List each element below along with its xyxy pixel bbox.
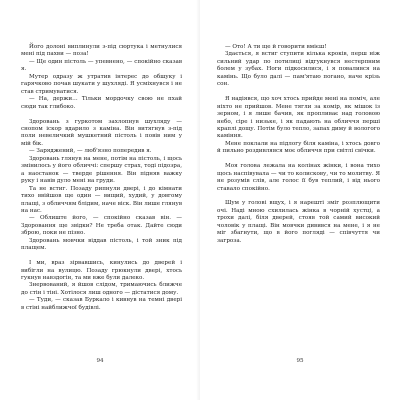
right-page (200, 0, 400, 400)
paragraph: Моя голова лежала на колінах жінки, і вона тихо щось наспівувала — чи то колискову, чи то молитву. Я не розумів слів, але голос її був теплий, і від нього ставало спокійно. (217, 163, 380, 192)
paragraph: — Заряджений, — люб'язно попередив я. (29, 148, 152, 155)
paragraph: Я надіявся, що хоч хтось прийде мені на поміч, але ніхто не прийшов. Мене тягли за комір, як мішок із зерном, і я лише бачив, як пропливає над головою небо, сіре і низьке, і як падають на обличчя перші краплі дощу. Потім було тепло, запах диму й вологого каміння. (217, 96, 380, 140)
paragraph: І ми, враз зірвавшись, кинулись до дверей і вибігли на вулицю. Позаду грюкнули двері, хтось гукнув навздогін, та ми вже були далеко. (21, 260, 182, 282)
paragraph: Здоровань глянув на мене, потім на пістоль, і щось змінилось у його обличчі: спершу страх, тоді підозра, а наостанок — тверде рішення. Він підняв важку руку і навів дуло мені на груди. (21, 155, 182, 185)
right-page-number: 95 (296, 358, 304, 364)
paragraph: Здоровань з гуркотом захлопнув шухляду — снопом іскор вдарило з каміна. Він витягнув з-під поли невеличкий мушкетний пістоль і повів ним у мій бік. (21, 118, 182, 147)
paragraph: Здається, я встиг ступити кілька кроків, перш ніж сильний удар по потилиці відгукнувся нестерпним болем у зубах. Ноги підкосилися, і я повалився на камінь. Що було далі — пам'ятаю погано, наче крізь сон. (217, 51, 380, 88)
left-page-number: 94 (96, 358, 104, 364)
paragraph: Мене поклали на підлогу біля каміна, і хтось довго й пильно роздивлявся моє обличчя при світлі свічки. (217, 140, 380, 155)
paragraph: Здоровань мовчки віддав пістоль, і той зник під плащем. (21, 237, 182, 252)
paragraph: — Облиште його, — спокійно сказав він. — Здоровання ще звідки? Не треба отак. Дайте сюди зброю, поки не пізно. (21, 215, 182, 237)
paragraph: Його долоні виплинули з-під сюртука і метнулися мені під пахви — поза! (21, 44, 182, 58)
paragraph: Та не встиг. Позаду рипнули двері, і до кімнати тихо ввійшов ще один — вищий, худий, у довгому плащі, з обличчям блідим, наче віск. Він лише глянув на нас. (21, 185, 182, 214)
paragraph: — На, держи… Тільки мордочку свою не пхай сюди так глибоко. (21, 96, 182, 110)
left-page-text (21, 44, 182, 312)
paragraph: — Ото! А ти ще й говорити вмієш! (225, 44, 327, 50)
paragraph: — Туди, — сказав Буркало і кивнув на темні двері в стіні найближчої будівлі. (21, 297, 182, 311)
paragraph: — Ще один пістоль — упевнено, — спокійно сказав я. (21, 58, 182, 73)
paragraph: Мутер одразу ж утратив інтерес до обшуку і гарячково почав шукати у шухляді. Я усміхнувся і не став стримуватися. (21, 73, 182, 95)
right-page-text (217, 44, 380, 245)
paragraph: Знервований, я йшов слідом, тримаючись ближче до стін і тіні. Хотілося лиш одного — дістатися дому. (21, 282, 182, 296)
paragraph: Шум у голові вщух, і я нарешті зміг розплющити очі. Наді мною схилилась жінка в чорній хустці, а трохи далі, біля дверей, стояв той самий високий чоловік у плащі. Він мовчки дивився на мене, і я не міг збагнути, що в його погляді — співчуття чи загроза. (217, 200, 380, 244)
